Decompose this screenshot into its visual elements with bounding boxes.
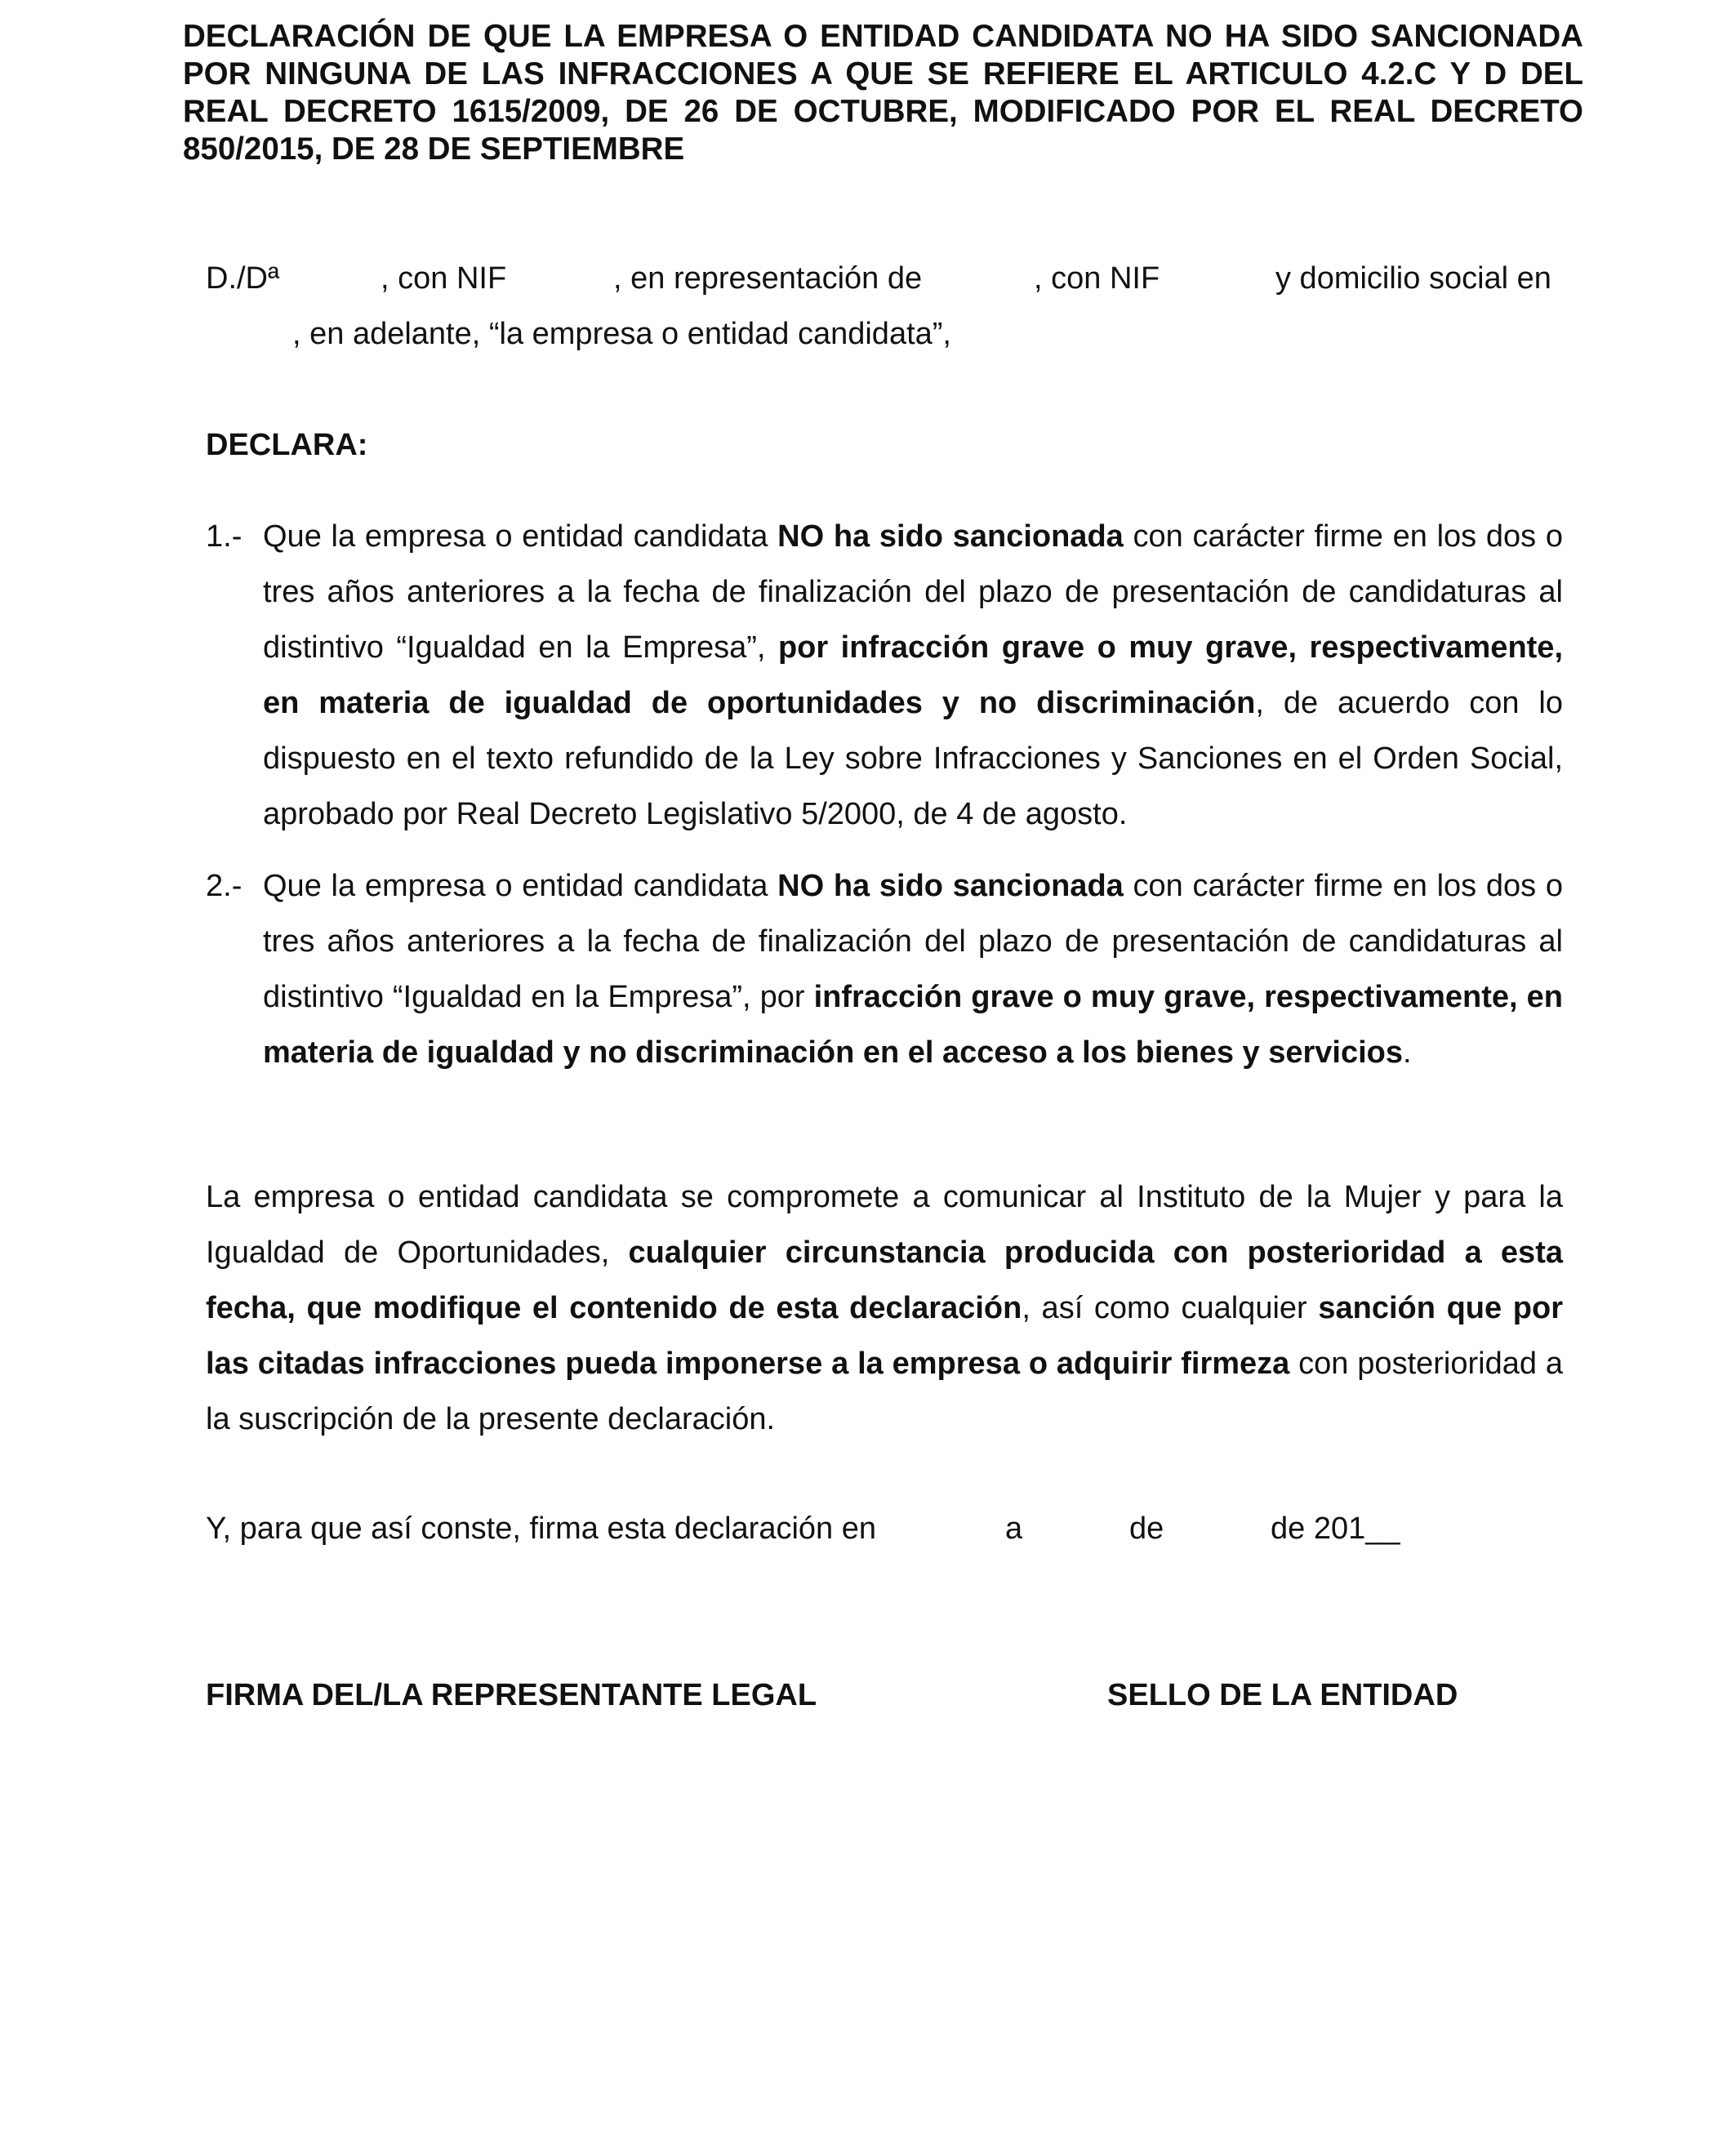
closing-text: Y, para que así conste, firma esta declaración en [206, 1511, 877, 1546]
intro-don-label: D./Dª [206, 261, 280, 296]
intro-representacion-label: , en representación de [613, 261, 923, 296]
item-bold-part: infracción grave o muy grave, respectivamente, en materia de igualdad y no discriminación en el acceso a los bienes y servicios [263, 980, 1563, 1070]
item-text-part: Que la empresa o entidad candidata [263, 519, 778, 554]
closing-year-label: de 201__ [1271, 1511, 1400, 1546]
item-bold-part: NO ha sido sancionada [777, 869, 1124, 903]
declara-heading: DECLARA: [206, 428, 368, 462]
item-number: 2.- [206, 869, 243, 903]
intro-line-1 [206, 251, 1563, 306]
item-bold-part: por infracción grave o muy grave, respectivamente, en materia de igualdad de oportunidades y no discriminación [263, 630, 1563, 720]
stamp-label: SELLO DE LA ENTIDAD [1107, 1678, 1458, 1712]
closing-line [206, 1501, 1563, 1556]
item-text-part: . [1403, 1035, 1412, 1070]
item-text-part: con carácter firme en los dos o tres años anteriores a la fecha de finalización del plazo de presentación de candidaturas al distintivo “Igualdad en la Empresa”, por [263, 869, 1563, 1014]
item-text [263, 509, 1563, 842]
intro-adelante-text: , en adelante, “la empresa o entidad candidata”, [292, 317, 951, 351]
commitment-text-part: La empresa o entidad candidata se compromete a comunicar al Instituto de la Mujer y para la Igualdad de Oportunidades, [206, 1180, 1563, 1270]
item-text-part: , de acuerdo con lo dispuesto en el texto refundido de la Ley sobre Infracciones y Sanciones en el Orden Social, aprobado por Real Decreto Legislativo 5/2000, de 4 de agosto. [263, 686, 1563, 831]
closing-a-label: a [1005, 1511, 1023, 1546]
closing-de-label: de [1129, 1511, 1164, 1546]
intro-line-2 [206, 306, 1563, 362]
intro-domicilio-label: y domicilio social en [1275, 261, 1551, 296]
item-text-part: con carácter firme en los dos o tres años anteriores a la fecha de finalización del plazo de presentación de candidaturas al distintivo “Igualdad en la Empresa”, [263, 519, 1563, 665]
item-text-part: Que la empresa o entidad candidata [263, 869, 778, 903]
commitment-paragraph [206, 1169, 1563, 1447]
commitment-bold-part: cualquier circunstancia producida con posterioridad a esta fecha, que modifique el contenido de esta declaración [206, 1235, 1563, 1325]
intro-paragraph [206, 251, 1563, 362]
commitment-text-part: , así como cualquier [1022, 1291, 1319, 1325]
intro-nif-label-2: , con NIF [1034, 261, 1160, 296]
intro-nif-label-1: , con NIF [381, 261, 507, 296]
item-number: 1.- [206, 519, 243, 554]
item-bold-part: NO ha sido sancionada [777, 519, 1124, 554]
commitment-text-part: con posterioridad a la suscripción de la presente declaración. [206, 1347, 1563, 1436]
item-text [263, 858, 1563, 1080]
document-title: DECLARACIÓN DE QUE LA EMPRESA O ENTIDAD CANDIDATA NO HA SIDO SANCIONADA POR NINGUNA DE LAS INFRACCIONES A QUE SE REFIERE EL ARTICULO 4.2.C Y D DEL REAL DECRETO 1615/2009, DE 26 DE OCTUBRE, MODIFICADO POR EL REAL DECRETO 850/2015, DE 28 DE SEPTIEMBRE [183, 19, 1583, 167]
commitment-bold-part: sanción que por las citadas infracciones pueda imponerse a la empresa o adquirir firmeza [206, 1291, 1564, 1381]
signature-label: FIRMA DEL/LA REPRESENTANTE LEGAL [206, 1678, 817, 1712]
